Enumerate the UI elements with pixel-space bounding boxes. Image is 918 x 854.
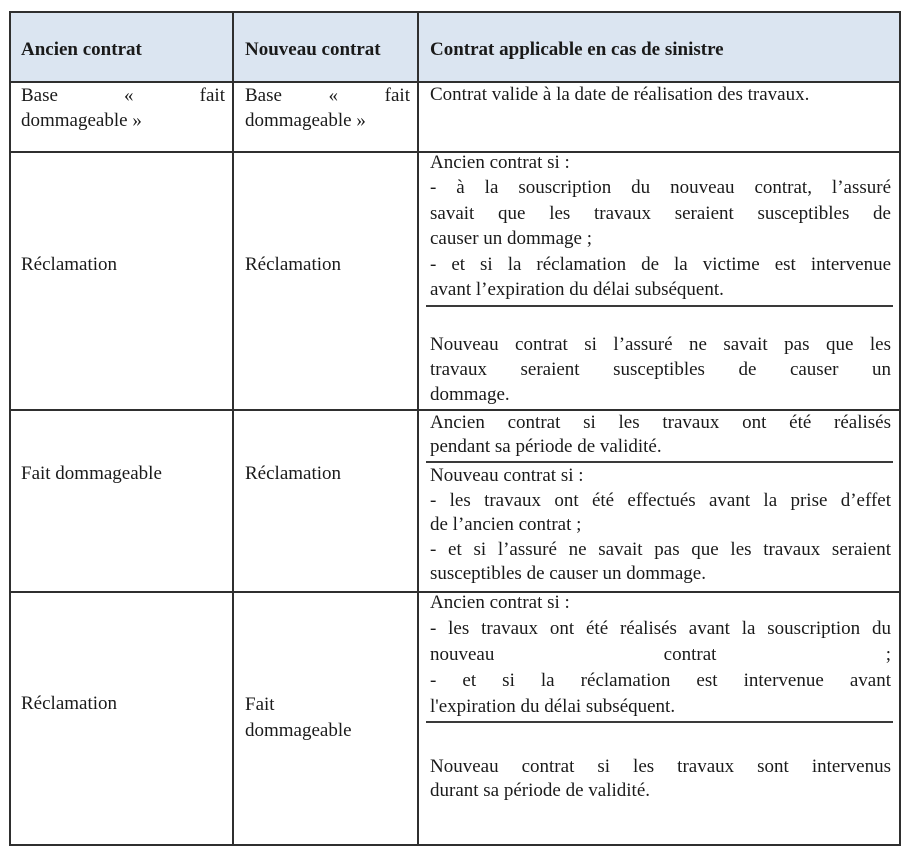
cell-line: nouveau contrat ; <box>430 644 891 665</box>
row4-ancien: Réclamation <box>21 693 118 714</box>
row1-nouveau <box>245 83 410 133</box>
row2-applicable-nouveau <box>430 332 891 407</box>
sub-divider <box>426 461 893 463</box>
cell-line: Ancien contrat si : <box>430 152 570 173</box>
cell-line: - à la souscription du nouveau contrat, l’assuré <box>430 177 891 199</box>
column-divider <box>232 11 234 846</box>
cell-line: de l’ancien contrat ; <box>430 514 582 535</box>
cell-line: - et si la réclamation est intervenue avant <box>430 670 891 691</box>
cell-line: causer un dommage ; <box>430 228 592 250</box>
cell-line: dommageable » <box>21 110 142 131</box>
header-ancien-contrat: Ancien contrat <box>21 39 142 60</box>
cell-line: dommageable <box>245 720 352 741</box>
row3-nouveau: Réclamation <box>245 463 342 484</box>
row3-applicable-ancien <box>430 411 891 459</box>
table-border-bottom <box>9 844 901 846</box>
row2-nouveau: Réclamation <box>245 254 342 275</box>
cell-line: Nouveau contrat si l’assuré ne savait pas que les <box>430 334 891 355</box>
header-contrat-applicable: Contrat applicable en cas de sinistre <box>430 39 724 60</box>
cell-line: Base « fait <box>21 85 225 106</box>
column-divider <box>417 11 419 846</box>
table-border-top <box>9 11 901 13</box>
row4-applicable-nouveau <box>430 755 891 803</box>
row3-applicable-nouveau <box>430 464 891 587</box>
row1-applicable <box>430 83 891 107</box>
cell-line: - et si la réclamation de la victime est intervenue <box>430 253 891 275</box>
row4-applicable-ancien <box>430 590 891 720</box>
row4-nouveau <box>245 692 410 744</box>
cell-line: Base « fait <box>245 85 410 106</box>
table-border-left <box>9 11 11 846</box>
cell-line: Fait <box>245 694 275 715</box>
sub-divider <box>426 305 893 307</box>
cell-line: - les travaux ont été effectués avant la prise d’effet <box>430 489 891 511</box>
cell-line: pendant sa période de validité. <box>430 436 662 457</box>
cell-line: dommage. <box>430 384 510 405</box>
cell-line: - et si l’assuré ne savait pas que les travaux seraient <box>430 538 891 560</box>
cell-line: durant sa période de validité. <box>430 780 651 801</box>
header-nouveau-contrat: Nouveau contrat <box>245 39 381 60</box>
cell-line: l'expiration du délai subséquent. <box>430 696 676 717</box>
row2-applicable-ancien <box>430 150 891 302</box>
cell-line: dommageable » <box>245 110 366 131</box>
cell-line: - les travaux ont été réalisés avant la souscription du <box>430 618 891 639</box>
cell-line: Nouveau contrat si les travaux sont intervenus <box>430 756 891 777</box>
cell-line: Contrat valide à la date de réalisation des travaux. <box>430 84 810 105</box>
sub-divider <box>426 721 893 723</box>
cell-line: Ancien contrat si : <box>430 592 570 613</box>
table-border-right <box>899 11 901 846</box>
row3-ancien: Fait dommageable <box>21 463 162 484</box>
cell-line: travaux seraient susceptibles de causer un <box>430 359 891 380</box>
cell-line: susceptibles de causer un dommage. <box>430 563 706 584</box>
cell-line: avant l’expiration du délai subséquent. <box>430 279 724 301</box>
row1-ancien <box>21 83 225 133</box>
cell-line: Nouveau contrat si : <box>430 465 584 486</box>
row2-ancien: Réclamation <box>21 254 118 275</box>
cell-line: savait que les travaux seraient susceptibles de <box>430 202 891 224</box>
cell-line: Ancien contrat si les travaux ont été réalisés <box>430 412 891 433</box>
